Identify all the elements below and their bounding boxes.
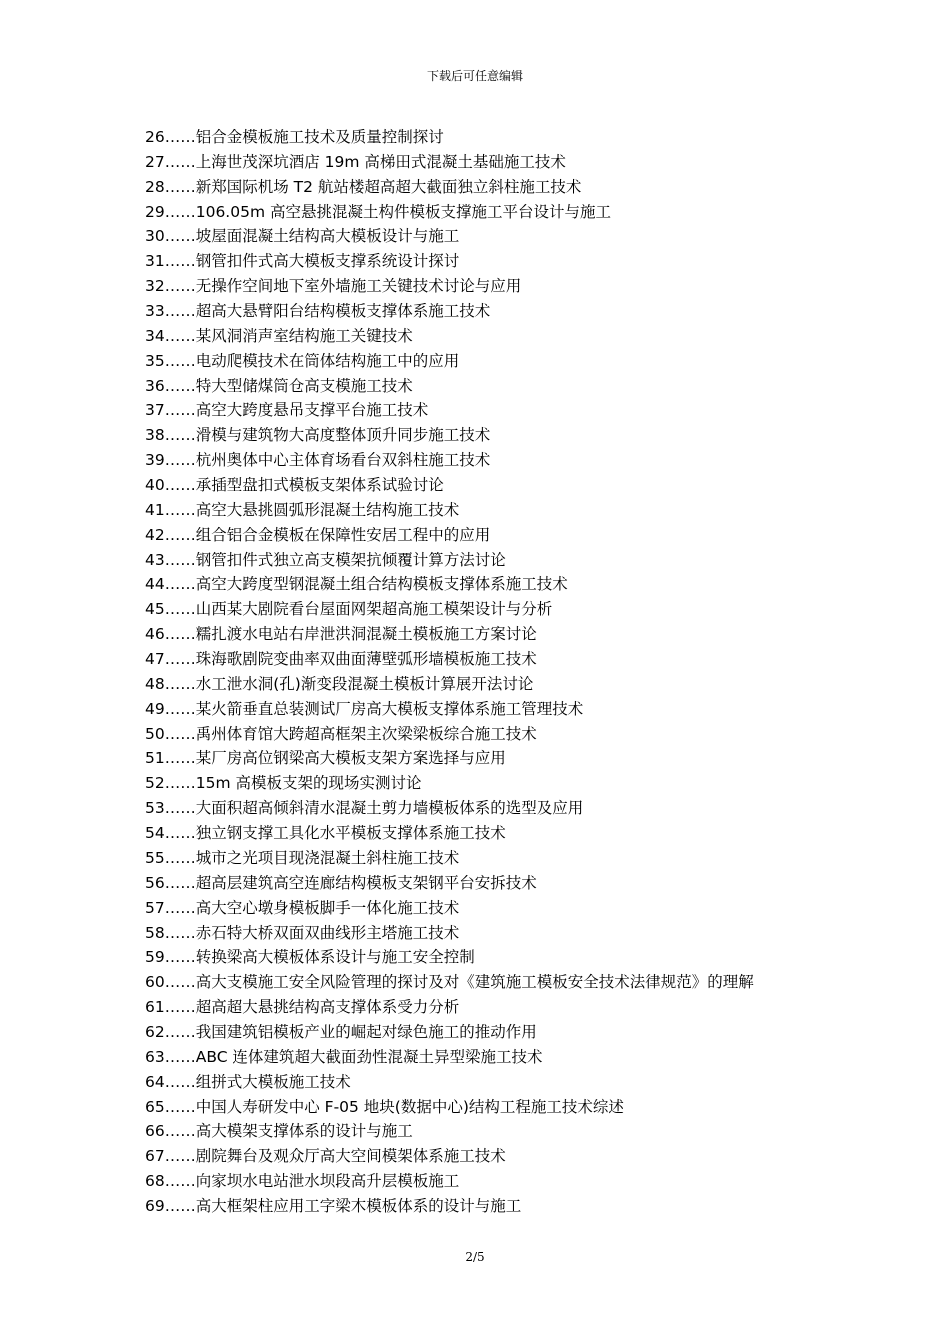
toc-entry: 65……中国人寿研发中心 F-05 地块(数据中心)结构工程施工技术综述 bbox=[145, 1097, 624, 1116]
toc-entry: 50……禹州体育馆大跨超高框架主次梁梁板综合施工技术 bbox=[145, 724, 537, 743]
toc-entry: 51……某厂房高位钢梁高大模板支架方案选择与应用 bbox=[145, 749, 506, 768]
toc-entry: 62……我国建筑铝模板产业的崛起对绿色施工的推动作用 bbox=[145, 1022, 537, 1041]
toc-entry: 28……新郑国际机场 T2 航站楼超高超大截面独立斜柱施工技术 bbox=[145, 177, 582, 196]
table-of-contents bbox=[145, 125, 925, 1219]
toc-entry: 36……特大型储煤筒仓高支模施工技术 bbox=[145, 376, 413, 395]
toc-entry: 47……珠海歌剧院变曲率双曲面薄壁弧形墙模板施工技术 bbox=[145, 650, 537, 669]
toc-entry: 66……高大模架支撑体系的设计与施工 bbox=[145, 1122, 413, 1141]
toc-entry: 26……铝合金模板施工技术及质量控制探讨 bbox=[145, 128, 444, 146]
toc-entry: 35……电动爬模技术在筒体结构施工中的应用 bbox=[145, 351, 460, 370]
toc-entry: 57……高大空心墩身模板脚手一体化施工技术 bbox=[145, 898, 460, 917]
toc-entry: 40……承插型盘扣式模板支架体系试验讨论 bbox=[145, 476, 444, 495]
toc-entry: 61……超高超大悬挑结构高支撑体系受力分析 bbox=[145, 998, 460, 1017]
toc-entry: 38……滑模与建筑物大高度整体顶升同步施工技术 bbox=[145, 426, 491, 445]
toc-entry: 64……组拼式大模板施工技术 bbox=[145, 1072, 351, 1091]
toc-entry: 32……无操作空间地下室外墙施工关键技术讨论与应用 bbox=[145, 277, 522, 296]
toc-entry: 30……坡屋面混凝土结构高大模板设计与施工 bbox=[145, 227, 460, 246]
toc-entry: 34……某风洞消声室结构施工关键技术 bbox=[145, 326, 413, 345]
toc-entry: 56……超高层建筑高空连廊结构模板支架钢平台安拆技术 bbox=[145, 873, 537, 892]
toc-entry: 69……高大框架柱应用工字梁木模板体系的设计与施工 bbox=[145, 1196, 522, 1215]
page-number: 2/5 bbox=[465, 1250, 485, 1264]
toc-entry: 54……独立钢支撑工具化水平模板支撑体系施工技术 bbox=[145, 824, 506, 843]
toc-entry: 55……城市之光项目现浇混凝土斜柱施工技术 bbox=[145, 848, 460, 867]
toc-entry: 63……ABC 连体建筑超大截面劲性混凝土异型梁施工技术 bbox=[145, 1047, 543, 1066]
toc-entry: 42……组合铝合金模板在保障性安居工程中的应用 bbox=[145, 525, 491, 544]
toc-entry: 31……钢管扣件式高大模板支撑系统设计探讨 bbox=[145, 252, 460, 271]
toc-entry: 60……高大支模施工安全风险管理的探讨及对《建筑施工模板安全技术法律规范》的理解 bbox=[145, 973, 754, 992]
toc-entry: 52……15m 高模板支架的现场实测讨论 bbox=[145, 774, 422, 793]
toc-entry: 45……山西某大剧院看台屋面网架超高施工模架设计与分析 bbox=[145, 600, 553, 619]
page-header: 下载后可任意编辑 bbox=[426, 69, 523, 83]
toc-entry: 49……某火箭垂直总装测试厂房高大模板支撑体系施工管理技术 bbox=[145, 699, 584, 718]
toc-entry: 41……高空大悬挑圆弧形混凝土结构施工技术 bbox=[145, 500, 460, 519]
toc-entry: 46……糯扎渡水电站右岸泄洪洞混凝土模板施工方案讨论 bbox=[145, 625, 537, 644]
toc-entry: 33……超高大悬臂阳台结构模板支撑体系施工技术 bbox=[145, 302, 491, 321]
toc-entry: 27……上海世茂深坑酒店 19m 高梯田式混凝土基础施工技术 bbox=[145, 152, 566, 171]
toc-entry: 39……杭州奥体中心主体育场看台双斜柱施工技术 bbox=[145, 451, 491, 470]
toc-entry: 67……剧院舞台及观众厅高大空间模架体系施工技术 bbox=[145, 1147, 506, 1166]
toc-entry: 37……高空大跨度悬吊支撑平台施工技术 bbox=[145, 401, 429, 420]
toc-entry: 53……大面积超高倾斜清水混凝土剪力墙模板体系的选型及应用 bbox=[145, 799, 584, 818]
toc-entry: 44……高空大跨度型钢混凝土组合结构模板支撑体系施工技术 bbox=[145, 575, 568, 594]
toc-entry: 68……向家坝水电站泄水坝段高升层模板施工 bbox=[145, 1172, 460, 1191]
toc-entry: 58……赤石特大桥双面双曲线形主塔施工技术 bbox=[145, 923, 460, 942]
toc-entry: 29……106.05m 高空悬挑混凝土构件模板支撑施工平台设计与施工 bbox=[145, 202, 611, 221]
toc-entry: 43……钢管扣件式独立高支模架抗倾覆计算方法讨论 bbox=[145, 550, 506, 569]
toc-entry: 59……转换梁高大模板体系设计与施工安全控制 bbox=[145, 948, 475, 967]
toc-entry: 48……水工泄水洞(孔)渐变段混凝土模板计算展开法讨论 bbox=[145, 674, 534, 693]
